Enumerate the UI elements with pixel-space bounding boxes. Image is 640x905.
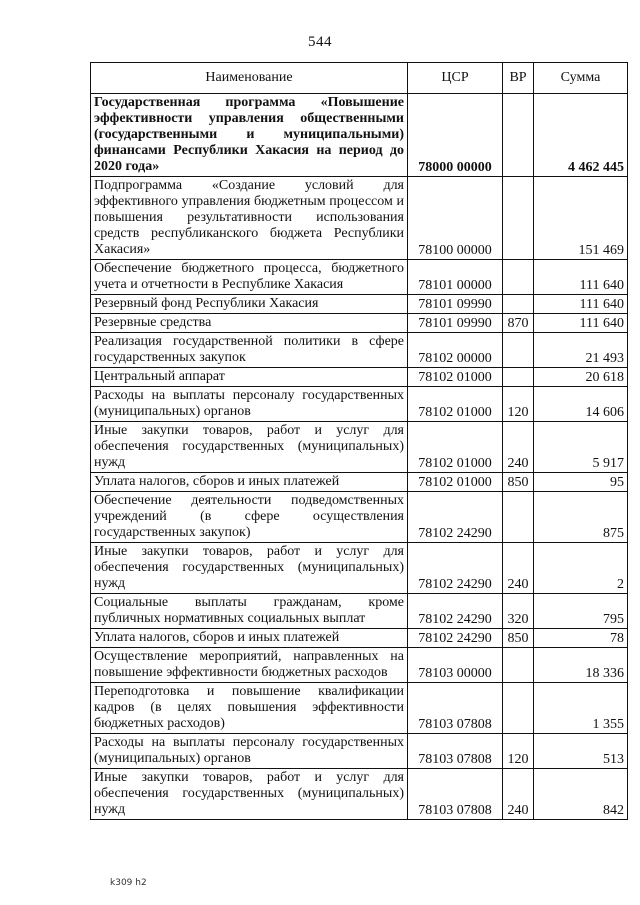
row-vr-cell — [503, 683, 534, 734]
row-csr-cell: 78102 01000 — [408, 473, 503, 492]
row-csr-cell: 78102 24290 — [408, 594, 503, 629]
row-csr-cell: 78103 07808 — [408, 683, 503, 734]
row-vr-cell: 240 — [503, 422, 534, 473]
table-row — [91, 492, 628, 543]
table-row — [91, 333, 628, 368]
row-sum-cell: 151 469 — [534, 177, 628, 260]
row-vr-cell — [503, 333, 534, 368]
row-vr-cell: 120 — [503, 387, 534, 422]
row-csr-cell: 78103 07808 — [408, 734, 503, 769]
row-vr-cell: 240 — [503, 543, 534, 594]
row-csr-cell: 78102 01000 — [408, 422, 503, 473]
row-name-cell: Иные закупки товаров, работ и услуг для обеспечения государственных (муниципальных) нужд — [91, 543, 408, 594]
table-row — [91, 473, 628, 492]
row-csr-cell: 78102 00000 — [408, 333, 503, 368]
row-vr-cell — [503, 648, 534, 683]
table-row — [91, 769, 628, 820]
table-row — [91, 177, 628, 260]
row-sum-cell: 111 640 — [534, 260, 628, 295]
row-sum-cell: 513 — [534, 734, 628, 769]
table-row — [91, 683, 628, 734]
table-row — [91, 387, 628, 422]
page-number: 544 — [308, 34, 332, 50]
row-vr-cell — [503, 368, 534, 387]
row-name-cell: Уплата налогов, сборов и иных платежей — [91, 473, 408, 492]
table-header-row — [91, 63, 628, 94]
row-sum-cell: 14 606 — [534, 387, 628, 422]
row-name-cell: Расходы на выплаты персоналу государственных (муниципальных) органов — [91, 387, 408, 422]
row-vr-cell — [503, 94, 534, 177]
table-row — [91, 94, 628, 177]
row-csr-cell: 78102 01000 — [408, 387, 503, 422]
table-row — [91, 543, 628, 594]
table-row — [91, 260, 628, 295]
row-name-cell: Реализация государственной политики в сфере государственных закупок — [91, 333, 408, 368]
budget-table — [90, 62, 628, 820]
table-row — [91, 629, 628, 648]
row-name-cell: Резервные средства — [91, 314, 408, 333]
column-header-name: Наименование — [91, 63, 408, 94]
row-vr-cell — [503, 177, 534, 260]
row-sum-cell: 875 — [534, 492, 628, 543]
row-csr-cell: 78102 24290 — [408, 543, 503, 594]
row-sum-cell: 842 — [534, 769, 628, 820]
table-row — [91, 295, 628, 314]
row-name-cell: Расходы на выплаты персоналу государственных (муниципальных) органов — [91, 734, 408, 769]
row-vr-cell: 320 — [503, 594, 534, 629]
table-row — [91, 422, 628, 473]
row-name-cell: Государственная программа «Повышение эффективности управления общественными (государственными и муниципальными) финансами Республики Хакасия на период до 2020 года» — [91, 94, 408, 177]
row-name-cell: Иные закупки товаров, работ и услуг для обеспечения государственных (муниципальных) нужд — [91, 422, 408, 473]
row-name-cell: Обеспечение бюджетного процесса, бюджетного учета и отчетности в Республике Хакасия — [91, 260, 408, 295]
row-vr-cell: 240 — [503, 769, 534, 820]
row-vr-cell: 120 — [503, 734, 534, 769]
row-sum-cell: 21 493 — [534, 333, 628, 368]
row-vr-cell — [503, 295, 534, 314]
row-name-cell: Уплата налогов, сборов и иных платежей — [91, 629, 408, 648]
row-csr-cell: 78102 24290 — [408, 492, 503, 543]
row-csr-cell: 78102 01000 — [408, 368, 503, 387]
row-csr-cell: 78000 00000 — [408, 94, 503, 177]
row-vr-cell — [503, 260, 534, 295]
table-row — [91, 368, 628, 387]
row-name-cell: Социальные выплаты гражданам, кроме публичных нормативных социальных выплат — [91, 594, 408, 629]
footer-code: k309 h2 — [110, 878, 147, 888]
row-sum-cell: 111 640 — [534, 295, 628, 314]
row-sum-cell: 795 — [534, 594, 628, 629]
row-sum-cell: 18 336 — [534, 648, 628, 683]
column-header-sum: Сумма — [534, 63, 628, 94]
row-sum-cell: 1 355 — [534, 683, 628, 734]
row-name-cell: Переподготовка и повышение квалификации кадров (в целях повышения эффективности бюджетных расходов) — [91, 683, 408, 734]
row-csr-cell: 78101 00000 — [408, 260, 503, 295]
row-csr-cell: 78101 09990 — [408, 295, 503, 314]
row-vr-cell: 850 — [503, 473, 534, 492]
row-csr-cell: 78103 00000 — [408, 648, 503, 683]
column-header-vr: ВР — [503, 63, 534, 94]
table-row — [91, 594, 628, 629]
row-vr-cell: 850 — [503, 629, 534, 648]
row-sum-cell: 4 462 445 — [534, 94, 628, 177]
row-name-cell: Резервный фонд Республики Хакасия — [91, 295, 408, 314]
row-name-cell: Центральный аппарат — [91, 368, 408, 387]
row-sum-cell: 111 640 — [534, 314, 628, 333]
row-name-cell: Обеспечение деятельности подведомственных учреждений (в сфере осуществления государственных закупок) — [91, 492, 408, 543]
column-header-csr: ЦСР — [408, 63, 503, 94]
row-name-cell: Иные закупки товаров, работ и услуг для обеспечения государственных (муниципальных) нужд — [91, 769, 408, 820]
row-name-cell: Осуществление мероприятий, направленных на повышение эффективности бюджетных расходов — [91, 648, 408, 683]
row-csr-cell: 78103 07808 — [408, 769, 503, 820]
table-row — [91, 314, 628, 333]
row-sum-cell: 78 — [534, 629, 628, 648]
row-csr-cell: 78100 00000 — [408, 177, 503, 260]
row-sum-cell: 5 917 — [534, 422, 628, 473]
row-sum-cell: 20 618 — [534, 368, 628, 387]
row-vr-cell — [503, 492, 534, 543]
table-body — [91, 94, 628, 820]
row-vr-cell: 870 — [503, 314, 534, 333]
table-row — [91, 648, 628, 683]
row-sum-cell: 95 — [534, 473, 628, 492]
row-sum-cell: 2 — [534, 543, 628, 594]
table-row — [91, 734, 628, 769]
row-csr-cell: 78102 24290 — [408, 629, 503, 648]
row-csr-cell: 78101 09990 — [408, 314, 503, 333]
row-name-cell: Подпрограмма «Создание условий для эффективного управления бюджетным процессом и повышения результативности использования средств республиканского бюджета Республики Хакасия» — [91, 177, 408, 260]
